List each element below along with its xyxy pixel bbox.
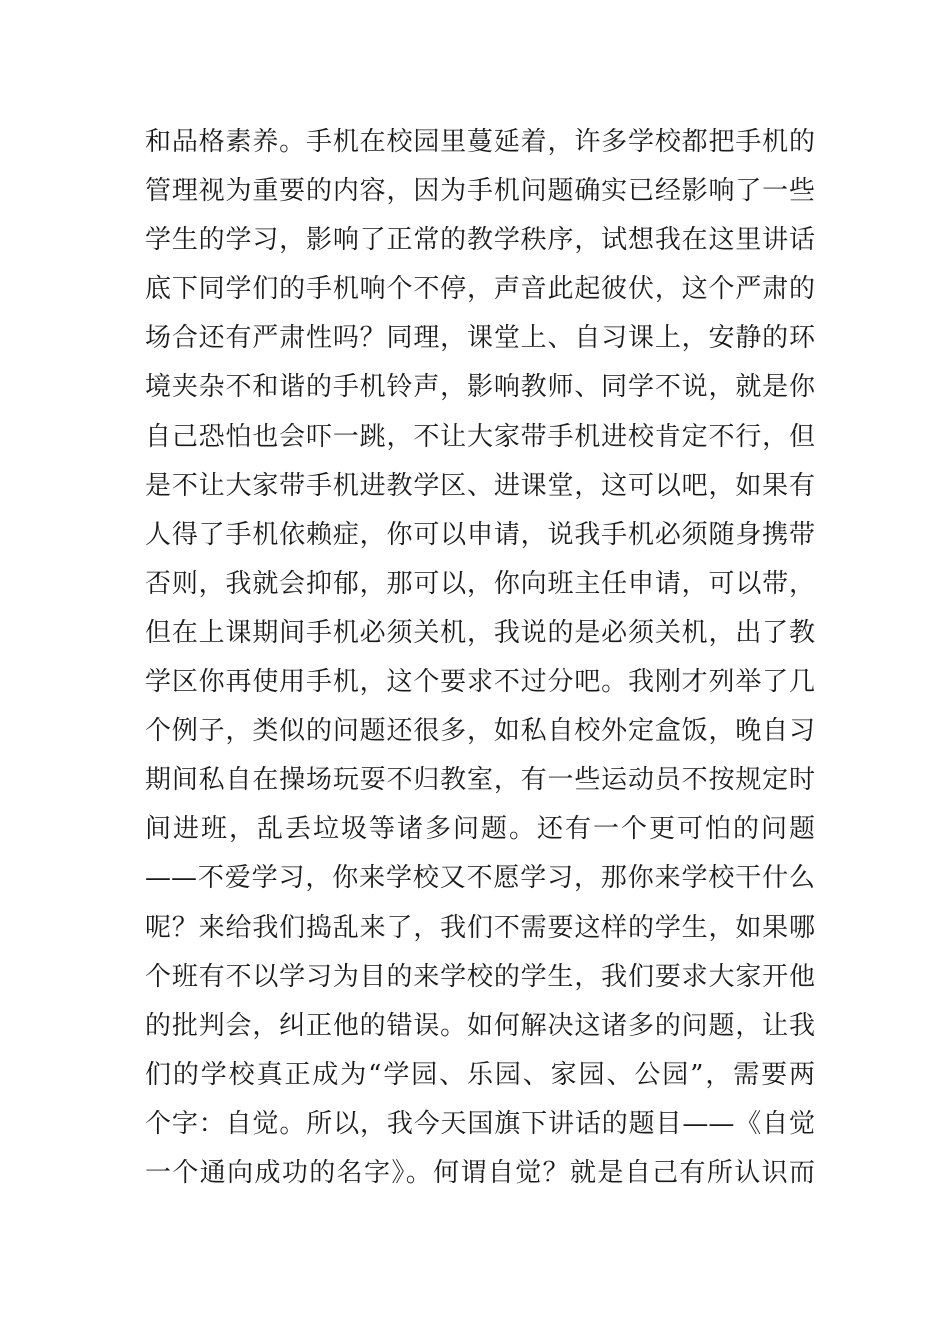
text-line: 场合还有严肃性吗？同理，课堂上、自习课上，安静的环 bbox=[145, 323, 815, 354]
text-line: 的批判会，纠正他的错误。如何解决这诸多的问题，让我 bbox=[145, 1010, 815, 1041]
text-line: 学生的学习，影响了正常的教学秩序，试想我在这里讲话 bbox=[145, 225, 815, 256]
text-line: 但在上课期间手机必须关机，我说的是必须关机，出了教 bbox=[145, 617, 815, 648]
text-line: ——不爱学习，你来学校又不愿学习，那你来学校干什么 bbox=[145, 863, 815, 894]
text-line: 学区你再使用手机，这个要求不过分吧。我刚才列举了几 bbox=[145, 667, 815, 698]
body-paragraph bbox=[145, 118, 815, 1198]
text-line: 是不让大家带手机进教学区、进课堂，这可以吧，如果有 bbox=[145, 470, 815, 501]
text-line: 期间私自在操场玩耍不归教室，有一些运动员不按规定时 bbox=[145, 765, 815, 796]
text-line: 间进班，乱丢垃圾等诸多问题。还有一个更可怕的问题 bbox=[145, 814, 815, 845]
text-line: 个例子，类似的问题还很多，如私自校外定盒饭，晚自习 bbox=[145, 716, 815, 747]
text-line: 自己恐怕也会吓一跳，不让大家带手机进校肯定不行，但 bbox=[145, 421, 815, 452]
text-line: 呢？来给我们捣乱来了，我们不需要这样的学生，如果哪 bbox=[145, 912, 815, 943]
text-line: 个班有不以学习为目的来学校的学生，我们要求大家开他 bbox=[145, 961, 815, 992]
text-line: 一个通向成功的名字》。何谓自觉？就是自己有所认识而 bbox=[145, 1157, 815, 1188]
text-line: 管理视为重要的内容，因为手机问题确实已经影响了一些 bbox=[145, 176, 815, 207]
text-line: 境夹杂不和谐的手机铃声，影响教师、同学不说，就是你 bbox=[145, 372, 815, 403]
text-line: 们的学校真正成为“学园、乐园、家园、公园”，需要两 bbox=[145, 1059, 815, 1090]
text-line: 个字：自觉。所以，我今天国旗下讲话的题目——《自觉 bbox=[145, 1108, 815, 1139]
text-line: 底下同学们的手机响个不停，声音此起彼伏，这个严肃的 bbox=[145, 274, 815, 305]
text-line: 和品格素养。手机在校园里蔓延着，许多学校都把手机的 bbox=[145, 127, 815, 157]
text-line: 否则，我就会抑郁，那可以，你向班主任申请，可以带， bbox=[145, 568, 815, 599]
text-line: 人得了手机依赖症，你可以申请，说我手机必须随身携带 bbox=[145, 519, 815, 550]
